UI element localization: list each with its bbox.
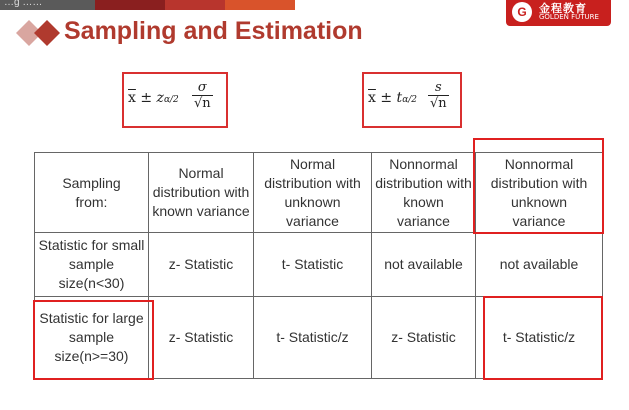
- table-cell: not available: [372, 233, 476, 297]
- table-cell: Statistic for small sample size(n<30): [35, 233, 149, 297]
- table-cell: Statistic for large sample size(n>=30): [35, 297, 149, 379]
- table-row: [35, 233, 603, 297]
- formula-subscript: α/2: [163, 95, 179, 105]
- formula-denominator: √n: [194, 96, 211, 111]
- table-header-row: [35, 153, 603, 233]
- formula-left: [128, 90, 179, 106]
- formula-subscript: α/2: [402, 95, 418, 105]
- band-text: …g ……: [4, 0, 43, 8]
- formula-xbar: $\overline{x}$: [368, 90, 376, 106]
- formula-left: [368, 90, 417, 106]
- band-segment: [95, 0, 165, 10]
- t-interval-formula: [362, 72, 462, 128]
- formula-pm: ±: [375, 90, 397, 106]
- logo-english-text: GOLDEN FUTURE: [539, 13, 599, 21]
- table-cell: t- Statistic: [254, 233, 372, 297]
- table-row: [35, 297, 603, 379]
- table-cell: t- Statistic/z: [254, 297, 372, 379]
- formula-xbar: $\overline{x}$: [128, 90, 136, 106]
- table-header-cell: Nonnormal distribution with unknown variance: [476, 153, 603, 233]
- band-segment: [225, 0, 295, 10]
- formula-numerator: σ: [197, 80, 207, 95]
- band-segment: [165, 0, 225, 10]
- logo-mark-icon: G: [512, 2, 532, 22]
- brand-logo: [506, 0, 611, 26]
- table-header-cell: Sampling from:: [35, 153, 149, 233]
- formula-numerator: s: [434, 80, 442, 95]
- table-header-cell: Nonnormal distribution with known variance: [372, 153, 476, 233]
- table-cell: z- Statistic: [372, 297, 476, 379]
- table-cell: z- Statistic: [149, 297, 254, 379]
- table-header-cell: Normal distribution with known variance: [149, 153, 254, 233]
- table-header-cell: Normal distribution with unknown variance: [254, 153, 372, 233]
- formula-fraction: [192, 80, 213, 111]
- sampling-table: [34, 152, 603, 379]
- diamond-bullet-icon: [14, 18, 64, 48]
- formula-critical: t: [396, 90, 403, 106]
- formula-denominator: √n: [430, 96, 447, 111]
- logo-chinese-text: 金程教育: [539, 3, 587, 15]
- formula-pm: ±: [135, 90, 157, 106]
- slide-title: Sampling and Estimation: [64, 17, 363, 45]
- formula-critical: z: [156, 90, 164, 106]
- z-interval-formula: [122, 72, 228, 128]
- table-cell: z- Statistic: [149, 233, 254, 297]
- table-cell: t- Statistic/z: [476, 297, 603, 379]
- formula-fraction: [428, 80, 449, 111]
- table-cell: not available: [476, 233, 603, 297]
